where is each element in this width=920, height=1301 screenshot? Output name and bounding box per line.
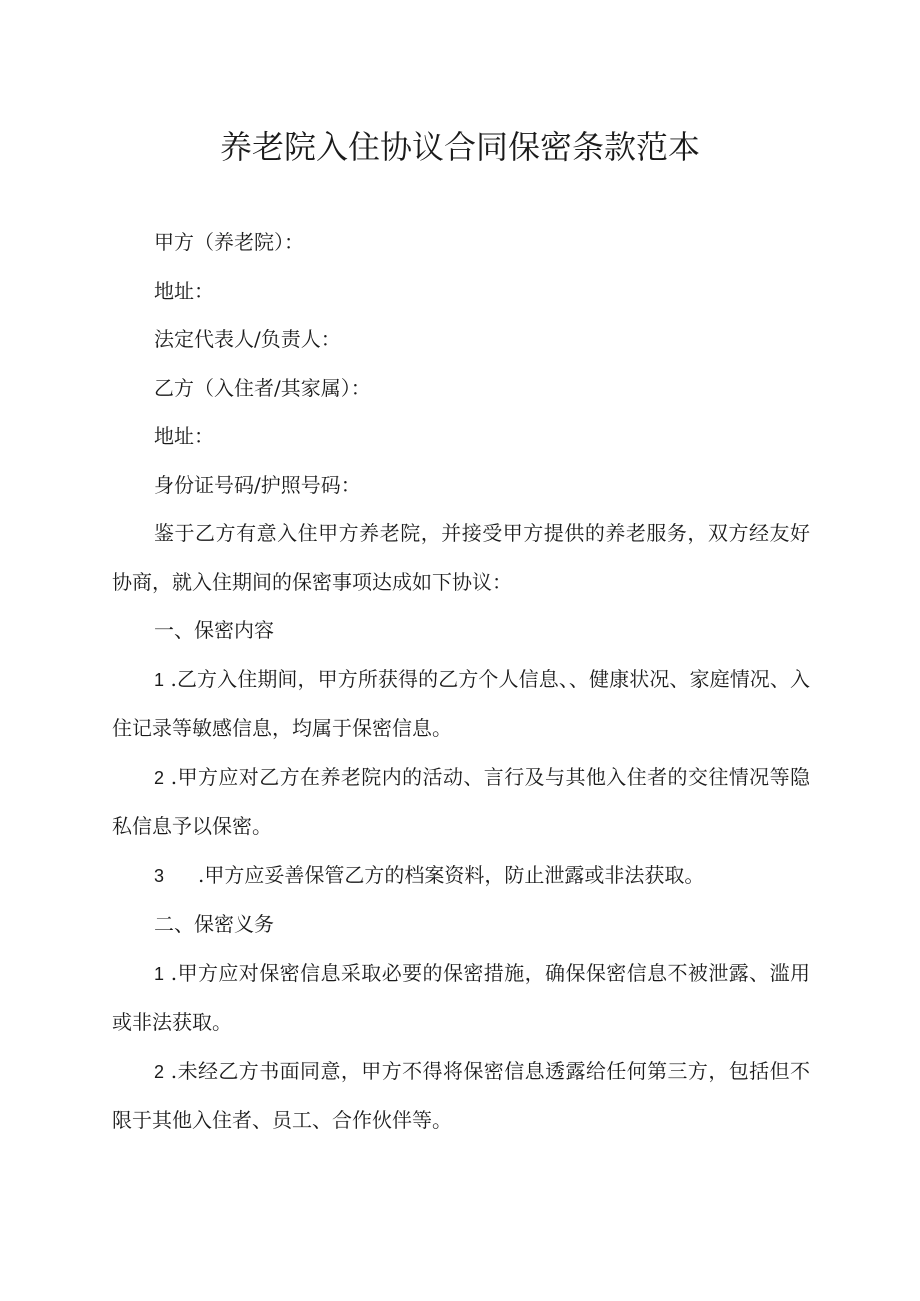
section1-item-3 (112, 851, 810, 901)
item-text: .甲方应对乙方在养老院内的活动、言行及与其他入住者的交往情况等隐私信息予以保密。 (112, 764, 811, 838)
party-a-line: 甲方（养老院）： (154, 230, 304, 254)
preamble-paragraph: 鉴于乙方有意入住甲方养老院，并接受甲方提供的养老服务，双方经友好协商，就入住期间的保密事项达成如下协议： (112, 521, 810, 594)
document-body (112, 218, 810, 1145)
section1-heading: 一、保密内容 (154, 618, 274, 642)
item-text: .乙方入住期间，甲方所获得的乙方个人信息、、健康状况、家庭情况、入住记录等敏感信息，均属于保密信息。 (112, 666, 811, 740)
section2-heading: 二、保密义务 (154, 912, 274, 936)
section2-item-2 (112, 1047, 810, 1145)
item-number: 2 (154, 1061, 165, 1082)
id-number-line: 身份证号码/护照号码： (154, 472, 361, 497)
item-text: .未经乙方书面同意，甲方不得将保密信息透露给任何第三方，包括但不限于其他入住者、员工、合作伙伴等。 (112, 1058, 811, 1132)
item-number: 3 (154, 865, 165, 886)
address-b-line: 地址： (154, 424, 214, 448)
item-number: 1 (154, 963, 165, 984)
party-b-line: 乙方（入住者/其家属）： (154, 375, 371, 400)
section1-item-1 (112, 655, 810, 753)
item-text: .甲方应对保密信息采取必要的保密措施，确保保密信息不被泄露、滥用或非法获取。 (112, 960, 811, 1034)
item-text: .甲方应妥善保管乙方的档案资料，防止泄露或非法获取。 (198, 862, 705, 887)
item-number: 2 (154, 767, 165, 788)
section1-item-2 (112, 753, 810, 851)
address-a-line: 地址： (154, 278, 214, 303)
section2-item-1 (112, 949, 810, 1047)
representative-line: 法定代表人/负责人： (154, 327, 341, 351)
document-title: 养老院入住协议合同保密条款范本 (219, 128, 700, 166)
item-number: 1 (154, 669, 165, 690)
